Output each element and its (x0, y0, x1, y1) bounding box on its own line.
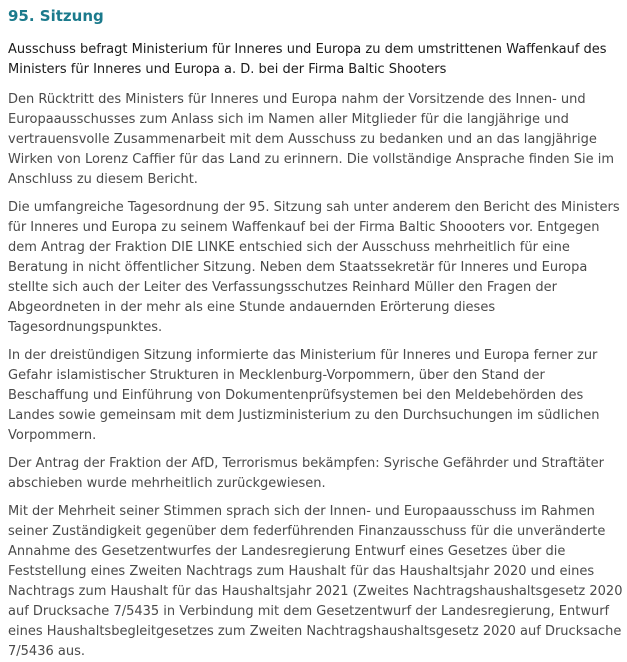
paragraph-budget: Mit der Mehrheit seiner Stimmen sprach sich der Innen- und Europaausschuss im Rahmen seiner Zuständigkeit gegenüber dem federführenden Finanzausschuss für die unveränderte Annahme des Gesetzentwurfes der Landesregierung Entwurf eines Gesetzes über die Feststellung eines Zweiten Nachtrags zum Haushalt für das Haushaltsjahr 2020 und eines Nachtrags zum Haushalt für das Haushaltsjahr 2021 (Zweites Nachtragshaushaltsgesetz 2020 auf Drucksache 7/5435 in Verbindung mit dem Gesetzentwurf der Landesregierung, Entwurf eines Haushaltsbegleitgesetzes zum Zweiten Nachtragshaushaltsgesetz 2020 auf Drucksache 7/5436 aus. (8, 504, 623, 659)
paragraph-ministry-information: In der dreistündigen Sitzung informierte das Ministerium für Inneres und Europa ferner zur Gefahr islamistischer Strukturen in Mecklenburg-Vorpommern, über den Stand der Beschaffung und Einführung von Dokumentenprüfsystemen bei den Meldebehörden des Landes sowie gemeinsam mit dem Justizministerium zu den Durchsuchungen im südlichen Vorpommern. (8, 348, 600, 443)
article-subtitle: Ausschuss befragt Ministerium für Inneres und Europa zu dem umstrittenen Waffenkauf des Ministers für Inneres und Europa a. D. bei der Firma Baltic Shooters (8, 42, 607, 77)
paragraph-afd-motion: Der Antrag der Fraktion der AfD, Terrorismus bekämpfen: Syrische Gefährder und Straftäter abschieben wurde mehrheitlich zurückgewiesen. (8, 456, 604, 491)
session-title: 95. Sitzung (8, 7, 104, 25)
paragraph-agenda: Die umfangreiche Tagesordnung der 95. Sitzung sah unter anderem den Bericht des Ministers für Inneres und Europa zu seinem Waffenkauf bei der Firma Baltic Shoooters vor. Entgegen dem Antrag der Fraktion DIE LINKE entschied sich der Ausschuss mehrheitlich für eine Beratung in nicht öffentlicher Sitzung. Neben dem Staatssekretär für Inneres und Europa stellte sich auch der Leiter des Verfassungsschutzes Reinhard Müller den Fragen der Abgeordneten in der mehr als eine Stunde andauernden Erörterung dieses Tagesordnungspunktes. (8, 200, 620, 335)
paragraph-resignation: Den Rücktritt des Ministers für Inneres und Europa nahm der Vorsitzende des Innen- und Europaausschusses zum Anlass sich im Namen aller Mitglieder für die langjährige und vertrauensvolle Zusammenarbeit mit dem Ausschuss zu bedanken und an das langjährige Wirken von Lorenz Caffier für das Land zu erinnern. Die vollständige Ansprache finden Sie im Anschluss zu diesem Bericht. (8, 92, 615, 187)
